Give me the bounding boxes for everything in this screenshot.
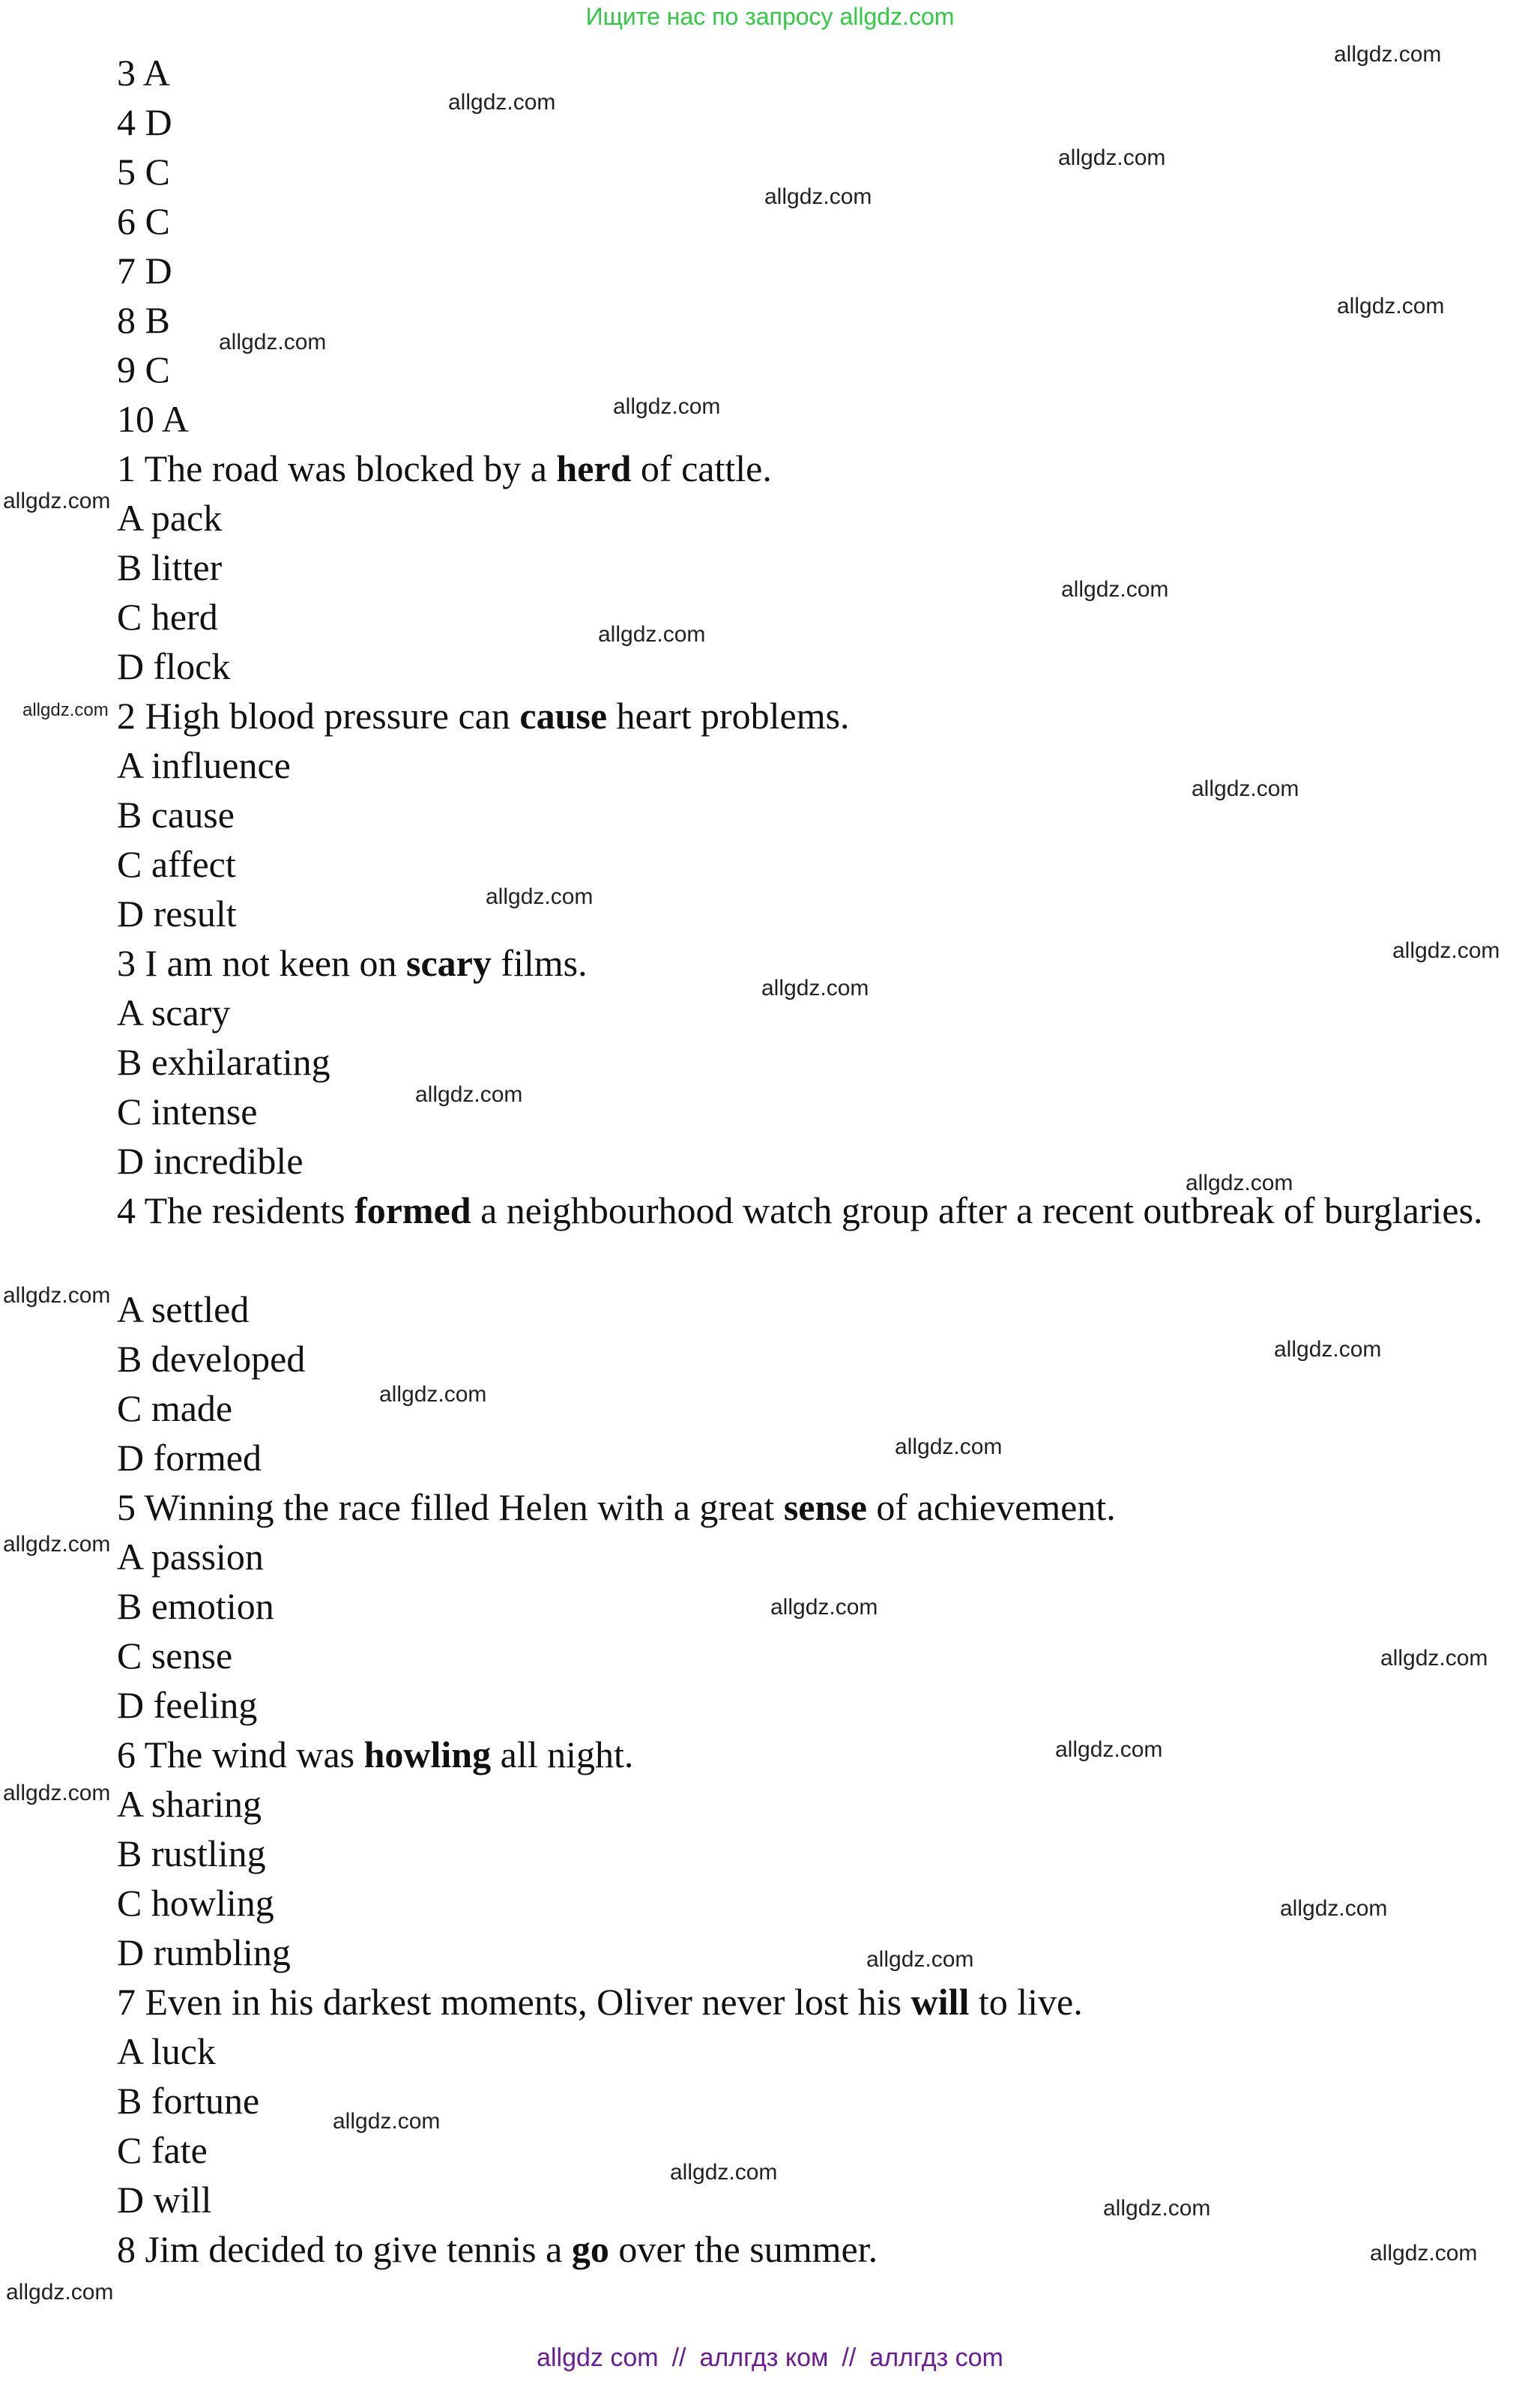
watermark: allgdz.com (1380, 1646, 1488, 1671)
answer-item: 5 C (117, 151, 170, 193)
watermark: allgdz.com (1370, 2241, 1478, 2266)
top-banner: Ищите нас по запросу allgdz.com (585, 3, 955, 30)
watermark: allgdz.com (1103, 2196, 1211, 2221)
watermark: allgdz.com (1061, 577, 1169, 602)
key-word: sense (783, 1486, 867, 1528)
option-item: A influence (117, 744, 291, 786)
option-item: C howling (117, 1882, 274, 1924)
key-word: formed (354, 1189, 471, 1231)
answer-item: 6 C (117, 200, 170, 242)
watermark: allgdz.com (1192, 776, 1299, 801)
watermark: allgdz.com (1058, 145, 1166, 170)
answer-item: 10 A (117, 398, 189, 440)
watermark: allgdz.com (219, 330, 327, 354)
key-word: herd (556, 447, 632, 489)
watermark: allgdz.com (866, 1947, 974, 1972)
watermark: allgdz.com (6, 2280, 114, 2305)
option-item: A scary (117, 992, 231, 1033)
watermark: allgdz.com (448, 90, 556, 115)
question-sentence: 3 I am not keen on scary films. (117, 942, 588, 984)
question-sentence: 2 High blood pressure can cause heart problems. (117, 695, 850, 737)
key-word: cause (519, 695, 608, 737)
watermark: allgdz.com (333, 2109, 441, 2134)
watermark: allgdz.com (1392, 938, 1500, 963)
watermark: allgdz.com (1274, 1337, 1382, 1362)
question-sentence: 5 Winning the race filled Helen with a great sense of achievement. (117, 1486, 1116, 1528)
answer-item: 9 C (117, 348, 170, 390)
watermark: allgdz.com (3, 1532, 111, 1557)
watermark: allgdz.com (415, 1082, 523, 1107)
option-item: D rumbling (117, 1931, 291, 1973)
question-sentence: 6 The wind was howling all night. (117, 1733, 634, 1775)
watermark: allgdz.com (895, 1434, 1003, 1459)
option-item: D result (117, 893, 237, 935)
option-item: D will (117, 2179, 212, 2221)
footer-separator: // (842, 2344, 857, 2372)
option-item: B litter (117, 546, 223, 588)
option-item: B cause (117, 794, 235, 836)
answer-item: 8 B (117, 299, 170, 341)
key-word: go (571, 2228, 609, 2270)
option-item: A luck (117, 2030, 216, 2072)
key-word: will (911, 1981, 970, 2023)
footer-separator: // (671, 2344, 686, 2372)
option-item: C affect (117, 843, 236, 885)
watermark: allgdz.com (764, 184, 872, 209)
watermark: allgdz.com (1337, 294, 1445, 319)
watermark: allgdz.com (761, 976, 869, 1001)
option-item: C herd (117, 596, 218, 638)
footer-link[interactable]: allgdz com (537, 2344, 659, 2372)
watermark: allgdz.com (613, 394, 721, 419)
option-item: B developed (117, 1338, 306, 1380)
option-item: B rustling (117, 1832, 266, 1874)
question-sentence: 7 Even in his darkest moments, Oliver never lost his will to live. (117, 1981, 1083, 2023)
option-item: D formed (117, 1437, 262, 1479)
option-item: B fortune (117, 2080, 260, 2122)
watermark: allgdz.com (670, 2160, 778, 2185)
watermark: allgdz.com (486, 884, 594, 909)
question-sentence: 1 The road was blocked by a herd of cattle. (117, 447, 772, 489)
option-item: D flock (117, 645, 231, 687)
option-item: C sense (117, 1635, 233, 1677)
watermark: allgdz.com (1334, 42, 1442, 67)
key-word: howling (363, 1733, 492, 1775)
answer-item: 3 A (117, 52, 170, 94)
watermark: allgdz.com (1186, 1171, 1293, 1195)
watermark: allgdz.com (770, 1595, 878, 1620)
watermark: allgdz.com (22, 700, 109, 720)
option-item: A sharing (117, 1783, 262, 1825)
watermark: allgdz.com (1055, 1737, 1163, 1762)
question-sentence: 8 Jim decided to give tennis a go over the summer. (117, 2228, 878, 2270)
option-item: A passion (117, 1536, 264, 1578)
key-word: scary (406, 942, 492, 984)
option-item: B exhilarating (117, 1041, 330, 1083)
option-item: C made (117, 1387, 233, 1429)
watermark: allgdz.com (3, 1283, 111, 1308)
watermark: allgdz.com (3, 489, 111, 513)
option-item: B emotion (117, 1585, 274, 1627)
watermark: allgdz.com (379, 1382, 487, 1407)
footer-link[interactable]: аллгдз com (869, 2344, 1003, 2372)
option-item: D feeling (117, 1684, 258, 1726)
watermark: allgdz.com (598, 622, 706, 647)
option-item: C fate (117, 2129, 208, 2171)
answer-item: 7 D (117, 250, 172, 292)
option-item: A pack (117, 497, 223, 539)
footer (0, 2337, 1540, 2379)
footer-link[interactable]: аллгдз ком (699, 2344, 829, 2372)
option-item: C intense (117, 1090, 258, 1132)
watermark: allgdz.com (3, 1781, 111, 1805)
watermark: allgdz.com (1280, 1896, 1388, 1921)
answer-item: 4 D (117, 101, 172, 143)
question-sentence: 4 The residents formed a neighbourhood watch group after a recent outbreak of burglaries. (117, 1189, 1483, 1231)
option-item: A settled (117, 1288, 250, 1330)
option-item: D incredible (117, 1140, 304, 1182)
